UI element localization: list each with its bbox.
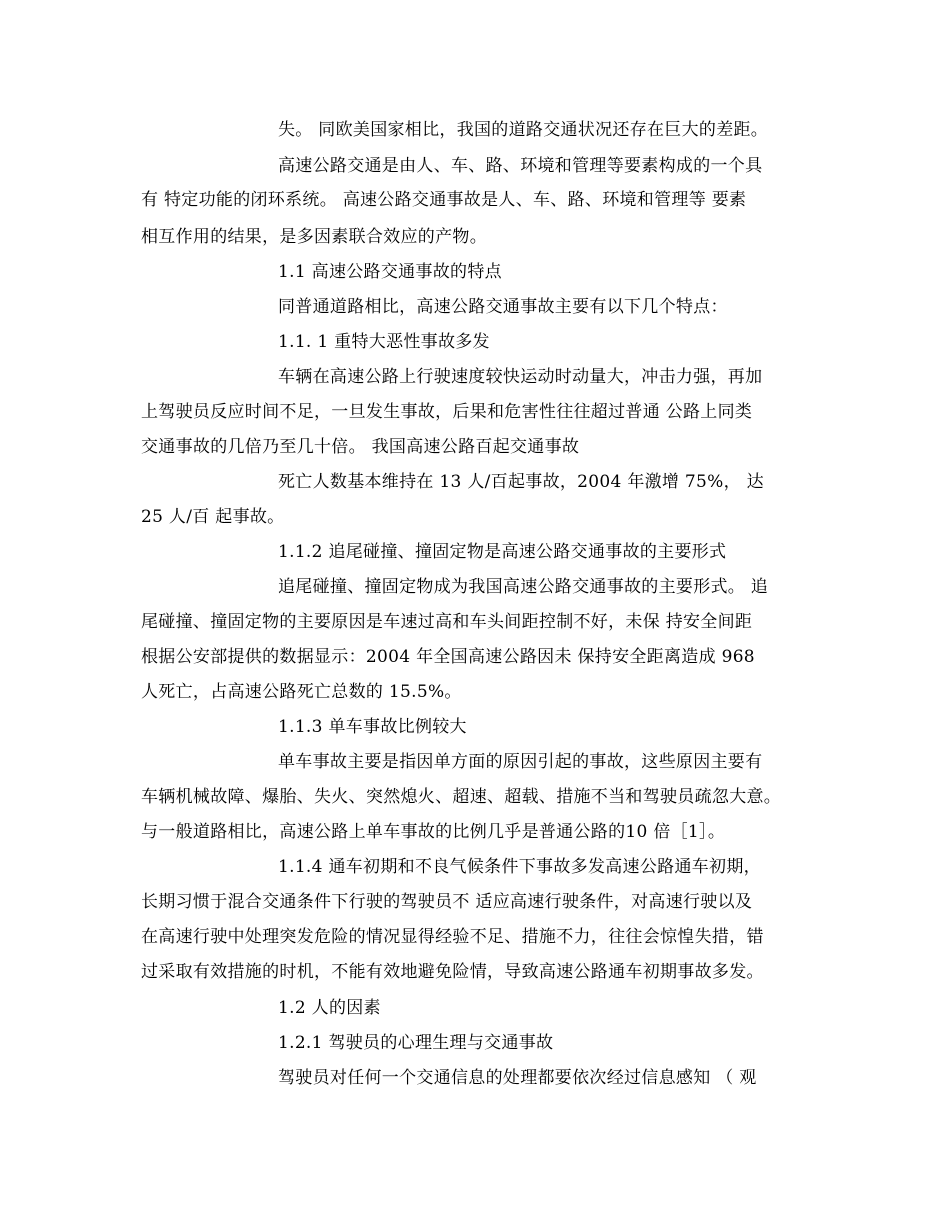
text-line-2: 高速公路交通是由人、车、路、环境和管理等要素构成的一个具	[278, 156, 763, 176]
text-line-20: 车辆机械故障、爆胎、失火、突然熄火、超速、超载、措施不当和驾驶员疏忽大意。	[141, 787, 782, 807]
text-line-19: 单车事故主要是指因单方面的原因引起的事故，这些原因主要有	[278, 752, 763, 772]
text-line-3: 有 特定功能的闭环系统。 高速公路交通事故是人、车、路、环境和管理等 要素	[141, 190, 747, 210]
section-heading-1-2: 1.2 人的因素	[278, 998, 381, 1018]
text-line-17: 人死亡，占高速公路死亡总数的 15.5%。	[141, 682, 462, 702]
text-line-24: 在高速行驶中处理突发危险的情况显得经验不足、措施不力，往往会惊惶失措，错	[141, 927, 764, 947]
section-heading-1-1-4: 1.1.4 通车初期和不良气候条件下事故多发高速公路通车初期，	[278, 857, 761, 877]
text-line-1: 失。 同欧美国家相比，我国的道路交通状况还存在巨大的差距。	[278, 120, 769, 140]
text-line-14: 追尾碰撞、撞固定物成为我国高速公路交通事故的主要形式。 追	[278, 577, 769, 597]
text-line-21: 与一般道路相比，高速公路上单车事故的比例几乎是普通公路的10 倍［1］。	[141, 822, 726, 842]
text-line-25: 过采取有效措施的时机，不能有效地避免险情，导致高速公路通车初期事故多发。	[141, 962, 764, 982]
text-line-10: 交通事故的几倍乃至几十倍。 我国高速公路百起交通事故	[141, 437, 580, 457]
text-line-28: 驾驶员对任何一个交通信息的处理都要依次经过信息感知 （ 观	[278, 1068, 757, 1088]
section-heading-1-1: 1.1 高速公路交通事故的特点	[278, 262, 502, 282]
text-line-6: 同普通道路相比，高速公路交通事故主要有以下几个特点：	[278, 297, 728, 317]
section-heading-1-1-3: 1.1.3 单车事故比例较大	[278, 717, 467, 737]
section-heading-1-1-1: 1.1. 1 重特大恶性事故多发	[278, 332, 490, 352]
text-line-4: 相互作用的结果，是多因素联合效应的产物。	[141, 227, 487, 247]
section-heading-1-2-1: 1.2.1 驾驶员的心理生理与交通事故	[278, 1033, 554, 1053]
text-line-23: 长期习惯于混合交通条件下行驶的驾驶员不 适应高速行驶条件，对高速行驶以及	[141, 892, 753, 912]
text-line-15: 尾碰撞、撞固定物的主要原因是车速过高和车头间距控制不好，未保 持安全间距	[141, 612, 753, 632]
text-line-11: 死亡人数基本维持在 13 人/百起事故，2004 年激增 75%， 达	[278, 472, 764, 492]
text-line-8: 车辆在高速公路上行驶速度较快运动时动量大，冲击力强，再加	[278, 367, 763, 387]
text-line-9: 上驾驶员反应时间不足，一旦发生事故，后果和危害性往往超过普通 公路上同类	[141, 402, 753, 422]
text-line-12: 25 人/百 起事故。	[141, 507, 285, 527]
section-heading-1-1-2: 1.1.2 追尾碰撞、撞固定物是高速公路交通事故的主要形式	[278, 542, 727, 562]
text-line-16: 根据公安部提供的数据显示：2004 年全国高速公路因未 保持安全距离造成 968	[141, 647, 755, 667]
